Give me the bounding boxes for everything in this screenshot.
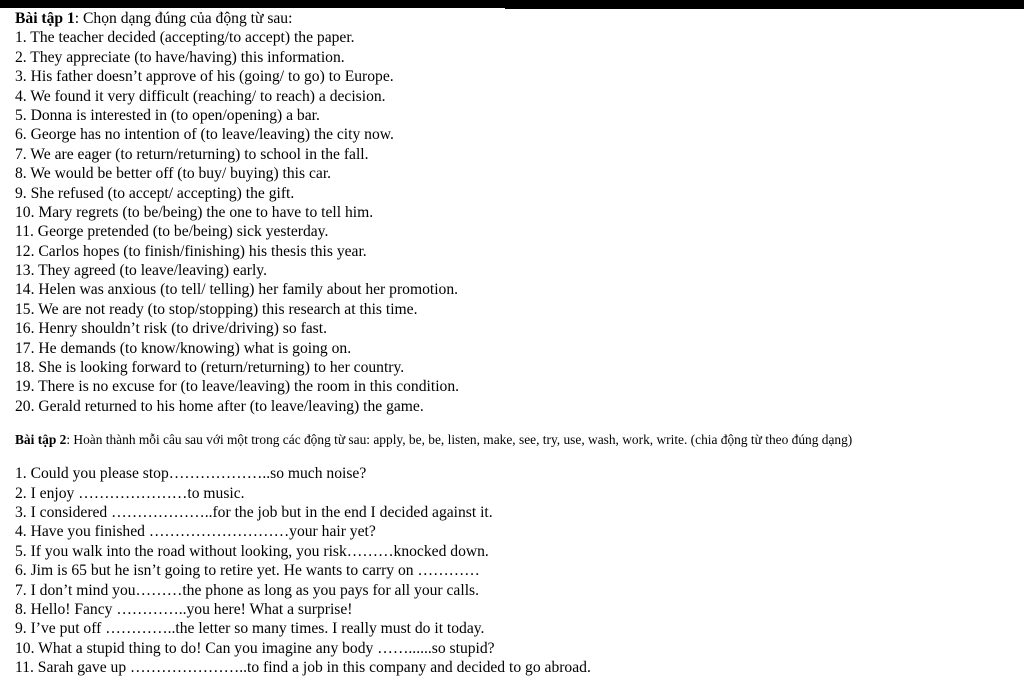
section-spacer [15, 416, 1024, 430]
list-item: 3. His father doesn’t approve of his (going/ to go) to Europe. [15, 68, 394, 86]
list-item: 8. Hello! Fancy …………..you here! What a surprise! [15, 600, 353, 618]
list-item: 4. We found it very difficult (reaching/ to reach) a decision. [15, 87, 386, 105]
list-item: 7. We are eager (to return/returning) to school in the fall. [15, 145, 369, 163]
list-item: 11. Sarah gave up …………………..to find a job in this company and decided to go abroad. [15, 659, 591, 677]
list-item: 10. What a stupid thing to do! Can you imagine any body ……......so stupid? [15, 639, 495, 657]
exercise-2-heading [15, 430, 1024, 449]
list-item: 4. Have you finished ………………………your hair yet? [15, 523, 376, 541]
list-item: 9. She refused (to accept/ accepting) the gift. [15, 184, 295, 202]
list-item: 11. George pretended (to be/being) sick yesterday. [15, 223, 329, 241]
list-item: 5. If you walk into the road without looking, you risk………knocked down. [15, 542, 489, 560]
exercise-2-label: Bài tập 2 [15, 432, 67, 448]
document-page [15, 9, 1024, 678]
list-item: 20. Gerald returned to his home after (to leave/leaving) the game. [15, 397, 424, 415]
list-item: 2. I enjoy …………………to music. [15, 484, 245, 502]
section-spacer [15, 449, 1024, 464]
list-item: 13. They agreed (to leave/leaving) early. [15, 262, 267, 280]
exercise-1-heading [15, 9, 1024, 28]
list-item: 3. I considered ………………..for the job but in the end I decided against it. [15, 503, 493, 521]
list-item: 15. We are not ready (to stop/stopping) this research at this time. [15, 300, 418, 318]
list-item: 12. Carlos hopes (to finish/finishing) his thesis this year. [15, 242, 367, 260]
list-item: 7. I don’t mind you………the phone as long as you pays for all your calls. [15, 581, 479, 599]
list-item: 2. They appreciate (to have/having) this information. [15, 48, 345, 66]
exercise-1-label: Bài tập 1 [15, 10, 75, 27]
exercise-2-list [15, 464, 1024, 677]
list-item: 19. There is no excuse for (to leave/leaving) the room in this condition. [15, 378, 460, 396]
list-item: 5. Donna is interested in (to open/opening) a bar. [15, 106, 320, 124]
list-item: 6. Jim is 65 but he isn’t going to retire yet. He wants to carry on ………… [15, 562, 480, 580]
list-item: 16. Henry shouldn’t risk (to drive/driving) so fast. [15, 320, 327, 338]
list-item: 18. She is looking forward to (return/returning) to her country. [15, 359, 405, 377]
list-item: 10. Mary regrets (to be/being) the one to have to tell him. [15, 203, 374, 221]
list-item: 1. The teacher decided (accepting/to accept) the paper. [15, 29, 355, 47]
list-item: 1. Could you please stop………………..so much noise? [15, 465, 367, 483]
list-item: 14. Helen was anxious (to tell/ telling) her family about her promotion. [15, 281, 459, 299]
list-item: 9. I’ve put off …………..the letter so many times. I really must do it today. [15, 620, 485, 638]
list-item: 17. He demands (to know/knowing) what is going on. [15, 339, 352, 357]
list-item: 8. We would be better off (to buy/ buying) this car. [15, 165, 332, 183]
exercise-2-instruction: : Hoàn thành mỗi câu sau với một trong các động từ sau: apply, be, be, listen, make, see, try, use, wash, work, write. (chia động từ theo đúng dạng) [66, 432, 853, 448]
list-item: 6. George has no intention of (to leave/leaving) the city now. [15, 126, 394, 144]
exercise-1-list [15, 28, 1024, 416]
exercise-1-instruction: : Chọn dạng đúng của động từ sau: [74, 10, 293, 27]
